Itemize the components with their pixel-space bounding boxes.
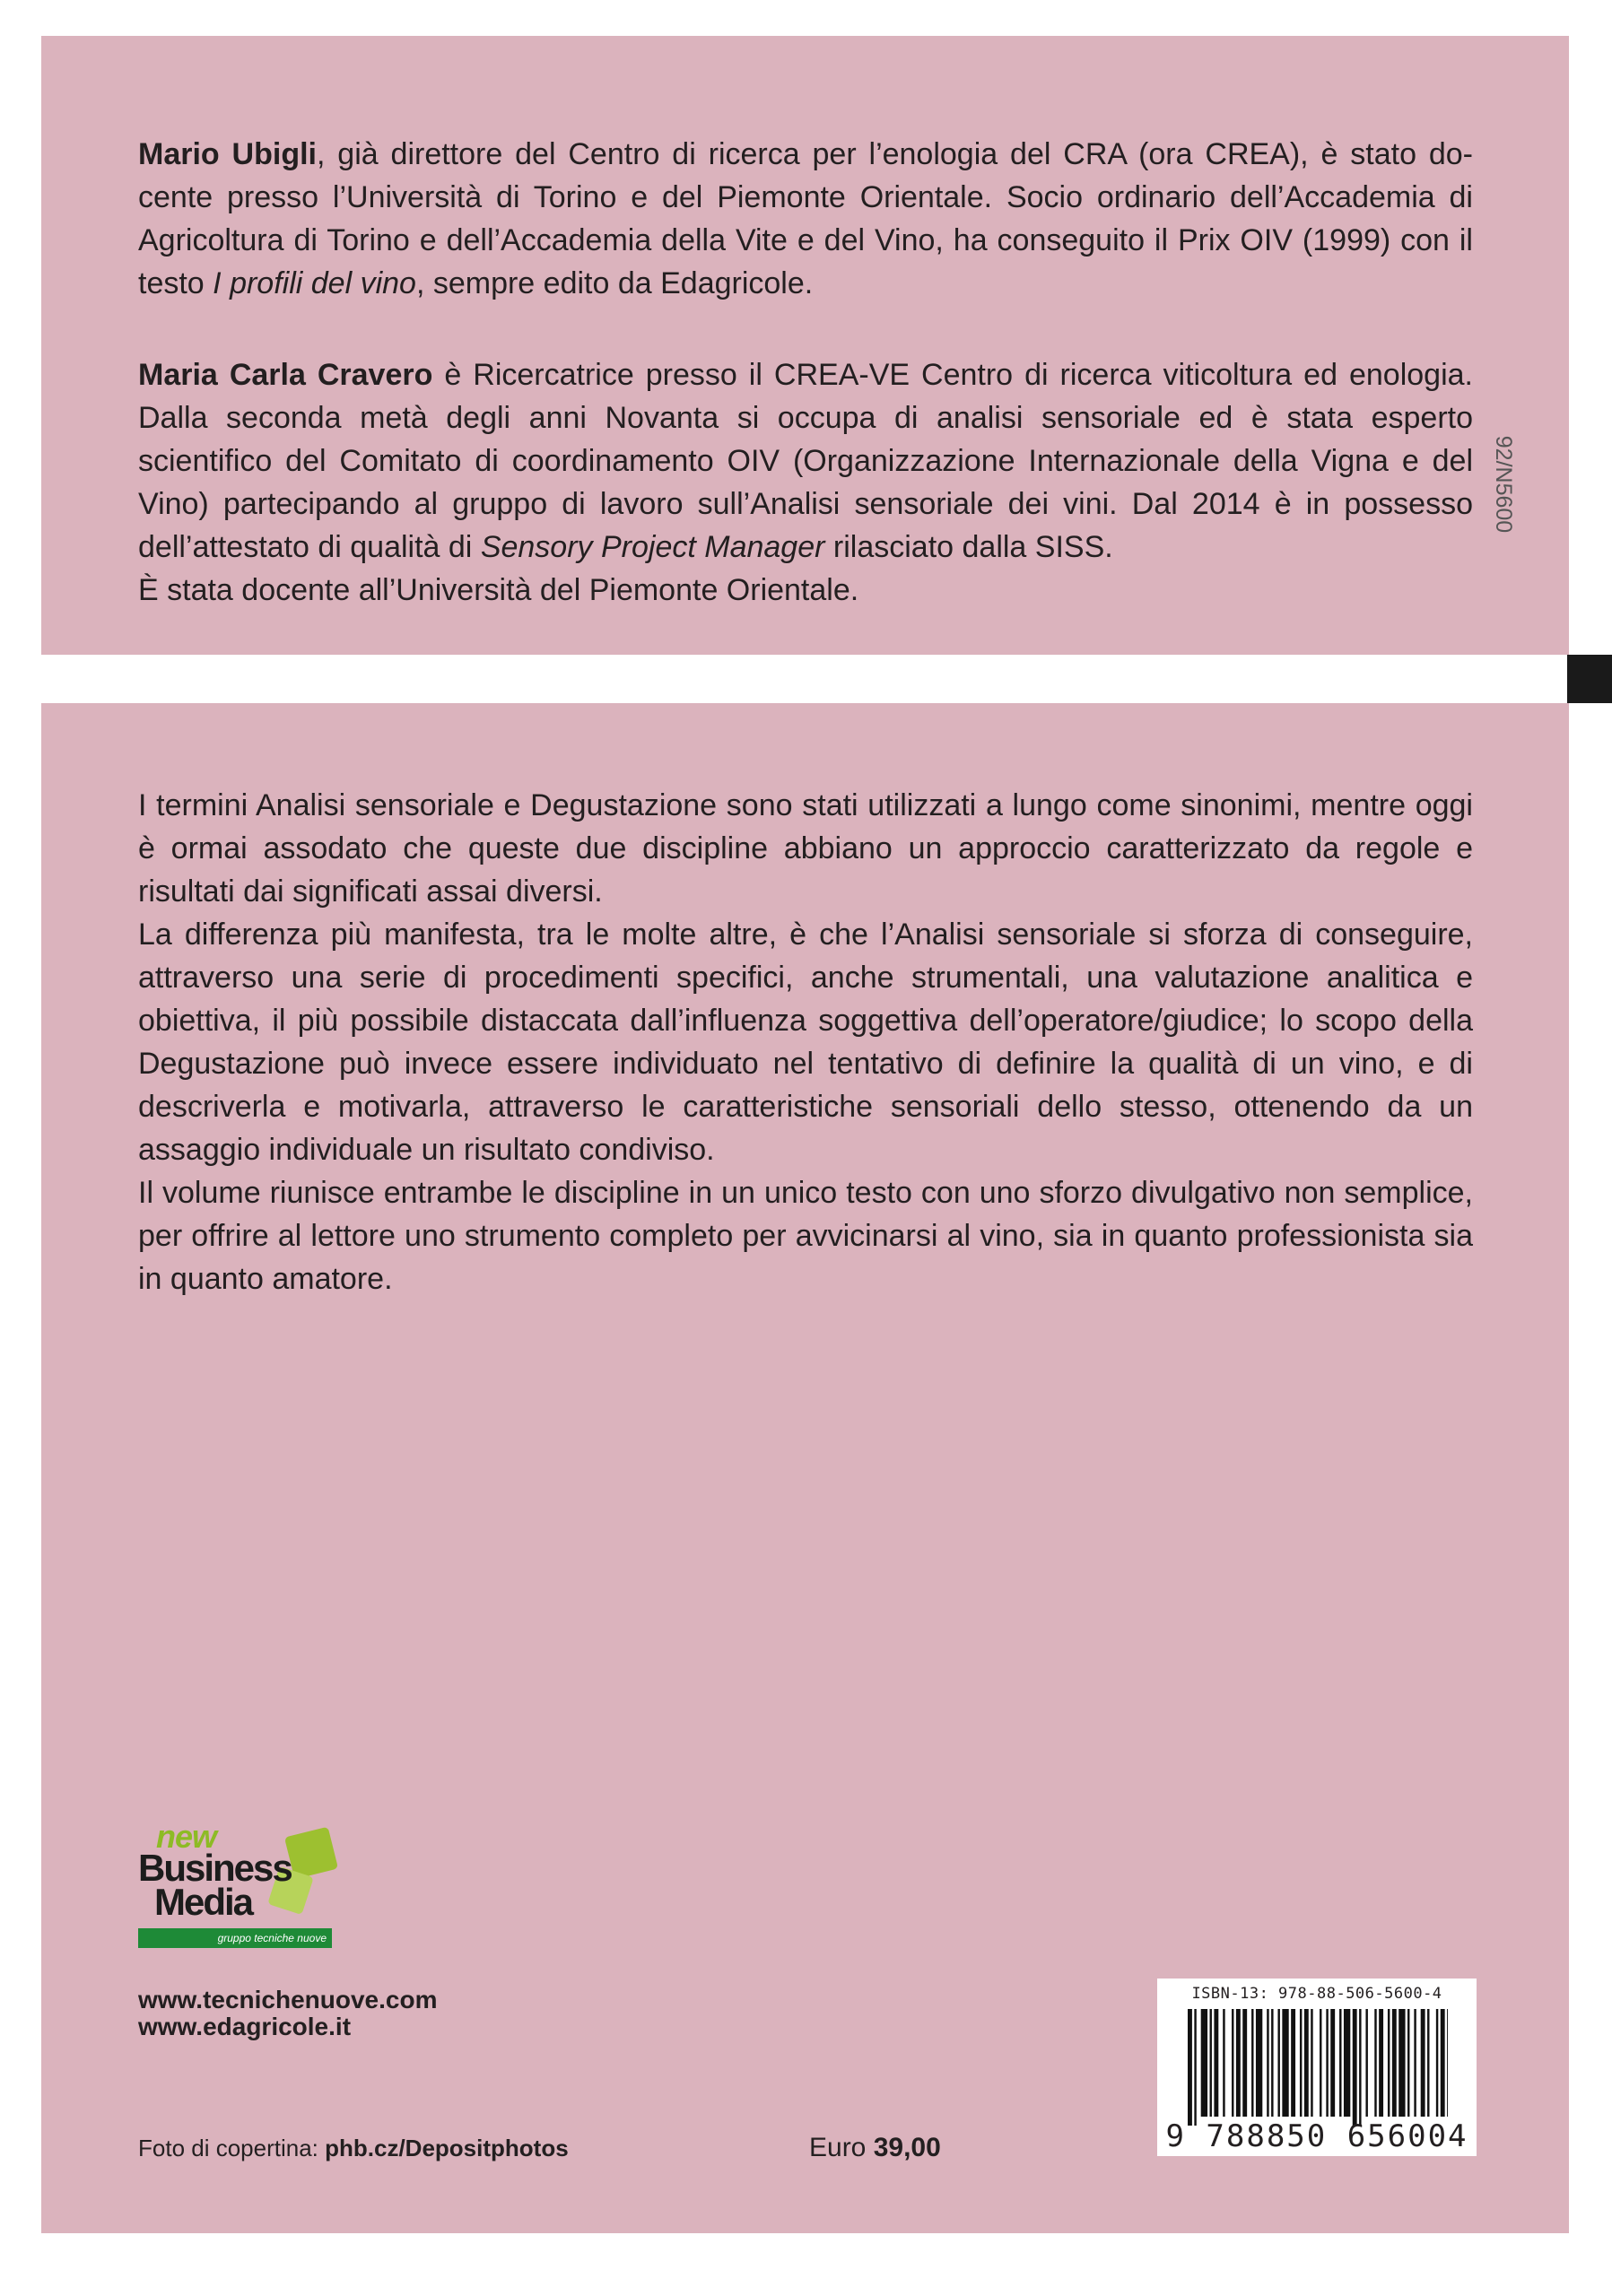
description-paragraph: I termini Analisi sensoriale e Degustazione sono stati utilizzati a lungo come sinonimi, mentre oggi è ormai assodato che queste due discipline abbiano un approccio caratterizzato da regole e risultati dai significati assai diversi. <box>138 788 1473 909</box>
barcode-bar <box>1379 2009 1383 2117</box>
logo-text: Media <box>154 1881 253 1923</box>
barcode-bar <box>1304 2009 1309 2117</box>
author-bio-text: , già direttore del Centro di ricerca per l’enologia del CRA (ora CREA), è stato docente presso l’Università di Torino e del Piemonte Orientale. Socio ordinario dell’Accademia di Agricoltura di Torino e dell’Accademia della Vite e del Vino, ha conseguito il Prix OIV (1999) con il testo <box>138 137 1473 300</box>
photo-credit <box>138 2135 569 2162</box>
barcode-bar <box>1267 2009 1268 2117</box>
certification-title: Sensory Project Manager <box>480 530 825 564</box>
author-bio-last-line: È stata docente all’Università del Piemonte Orientale. <box>138 573 859 607</box>
barcode-bar <box>1392 2009 1397 2117</box>
publisher-logo <box>138 1818 335 1959</box>
barcode-bars <box>1188 2009 1448 2126</box>
barcode-bar <box>1201 2009 1207 2117</box>
barcode-bar <box>1365 2009 1367 2117</box>
barcode-digits: 9 788850 656004 <box>1165 2118 1468 2154</box>
website-link-tecnichenuove[interactable]: www.tecnichenuove.com <box>138 1986 438 2013</box>
website-link-edagricole[interactable]: www.edagricole.it <box>138 2013 352 2040</box>
author-bio-text: è Ricercatrice presso il CREA-VE Centro di ricerca viticoltura ed enologia. Dalla seconda metà degli anni Novanta si occupa di analisi sensoriale ed è stata esperto scientifico del Comitato di coordinamento OIV (Organizzazione Internazionale della Vigna e del Vino) partecipando al gruppo di lavoro sull’Analisi sensoriale dei vini. Dal 2014 è in possesso dell’attestato di qualità di <box>138 358 1473 564</box>
barcode-bar <box>1388 2009 1390 2117</box>
barcode-bar <box>1210 2009 1212 2117</box>
author-name: Mario Ubigli <box>138 137 317 171</box>
black-tab-mark <box>1567 655 1612 703</box>
logo-text: Business <box>138 1847 292 1889</box>
price-label: Euro <box>809 2133 867 2162</box>
barcode-bar <box>1291 2009 1295 2117</box>
barcode-bar <box>1407 2009 1409 2117</box>
barcode-bar <box>1194 2009 1196 2126</box>
barcode-bar <box>1326 2009 1328 2117</box>
barcode-bar <box>1399 2009 1405 2117</box>
barcode-bar <box>1359 2009 1361 2126</box>
barcode-bar <box>1214 2009 1218 2117</box>
barcode-bar <box>1311 2009 1312 2117</box>
author-bio-text: rilasciato dalla SISS. <box>824 530 1113 564</box>
barcode-bar <box>1353 2009 1357 2126</box>
barcode-bar <box>1436 2009 1438 2117</box>
description-panel <box>41 703 1569 2233</box>
description-paragraph: La differenza più manifesta, tra le molte altre, è che l’Analisi sensoriale si sforza di conseguire, attraverso una serie di procedimenti specifici, anche strumentali, una valutazione analitica e obiettiva, il più possibile distaccata dall’influenza soggettiva dell’operatore/giudice; lo scopo della Degustazione può invece essere individuato nel tentativo di definire la qualità di un vino, e di descriverla e motivarla, attraverso le caratteristiche sensoriali dello stesso, ottenendo da un assaggio individuale un risultato condiviso. <box>138 918 1473 1167</box>
description-paragraph: Il volume riunisce entrambe le discipline in un unico testo con uno sforzo divulgativo non semplice, per offrire al lettore uno strumento completo per avvicinarsi al vino, sia in quanto professionista sia in quanto amatore. <box>138 1176 1473 1296</box>
barcode-bar <box>1256 2009 1262 2117</box>
barcode-bar <box>1447 2009 1448 2117</box>
barcode-bar <box>1232 2009 1233 2117</box>
isbn-label: ISBN-13: 978-88-506-5600-4 <box>1191 1985 1442 2003</box>
barcode-bar <box>1320 2009 1321 2117</box>
isbn-barcode <box>1157 1979 1477 2156</box>
barcode-bar <box>1251 2009 1253 2117</box>
author-name: Maria Carla Cravero <box>138 358 433 392</box>
barcode-bar <box>1330 2009 1335 2117</box>
barcode-bar <box>1374 2009 1376 2117</box>
barcode-bar <box>1277 2009 1279 2117</box>
author-bio-cravero <box>138 353 1473 612</box>
barcode-bar <box>1223 2009 1224 2117</box>
barcode-bar <box>1282 2009 1288 2117</box>
barcode-bar <box>1236 2009 1241 2117</box>
book-title: I profili del vino <box>213 266 416 300</box>
author-bio-text: , sempre edito da Edagricole. <box>415 266 814 300</box>
photo-credit-value: phb.cz/Depositphotos <box>325 2135 569 2161</box>
price <box>809 2133 941 2163</box>
barcode-bar <box>1271 2009 1273 2117</box>
barcode-bar <box>1344 2009 1350 2117</box>
barcode-bar <box>1421 2009 1425 2117</box>
book-description <box>138 784 1473 1300</box>
logo-text: new <box>156 1818 217 1855</box>
photo-credit-label: Foto di copertina: <box>138 2135 318 2161</box>
author-panel <box>41 36 1569 655</box>
barcode-bar <box>1414 2009 1416 2117</box>
barcode-bar <box>1188 2009 1192 2126</box>
barcode-bar <box>1300 2009 1302 2117</box>
price-value: 39,00 <box>873 2133 941 2162</box>
side-code: 92/N5600 <box>1491 435 1516 534</box>
barcode-bar <box>1339 2009 1341 2117</box>
author-bio-ubigli <box>138 133 1473 305</box>
barcode-bar <box>1441 2009 1445 2117</box>
logo-tagline: gruppo tecniche nuove <box>138 1928 332 1948</box>
barcode-bar <box>1427 2009 1429 2117</box>
barcode-bar <box>1242 2009 1247 2117</box>
